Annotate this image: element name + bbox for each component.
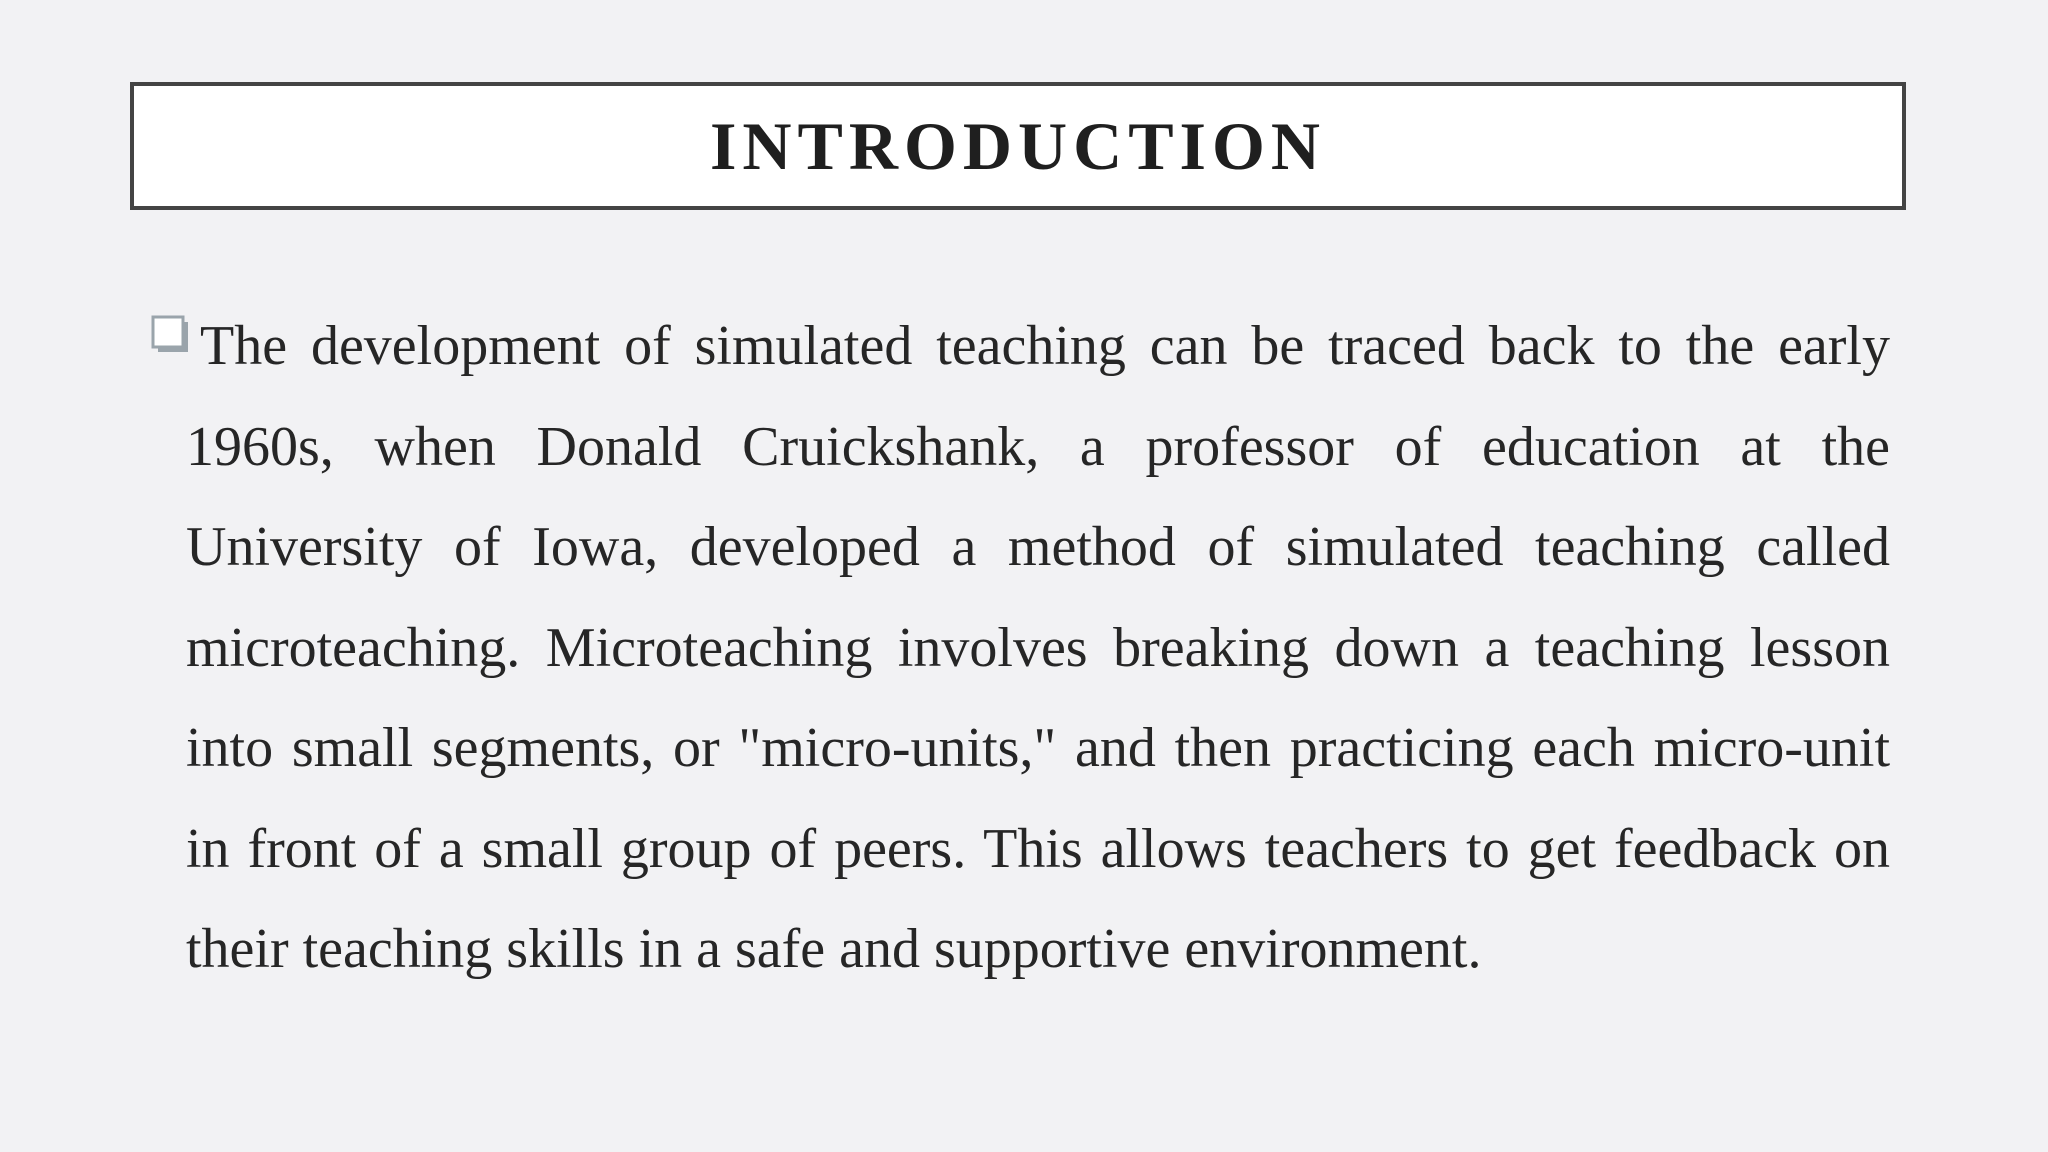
slide-body [150,296,1890,1000]
slide-title: INTRODUCTION [709,108,1327,184]
title-box [130,82,1906,210]
checkbox-bullet-icon [150,314,190,354]
bullet-text: The development of simulated teaching can be traced back to the early 1960s, when Donald Cruickshank, a professor of education at the University of Iowa, developed a method of simulated teaching called microteaching. Microteaching involves breaking down a teaching lesson into small segments, or "micro-units," and then practicing each micro-unit in front of a small group of peers. This allows teachers to get feedback on their teaching skills in a safe and supportive environment. [186,315,1890,980]
bullet-item [150,296,1890,1000]
